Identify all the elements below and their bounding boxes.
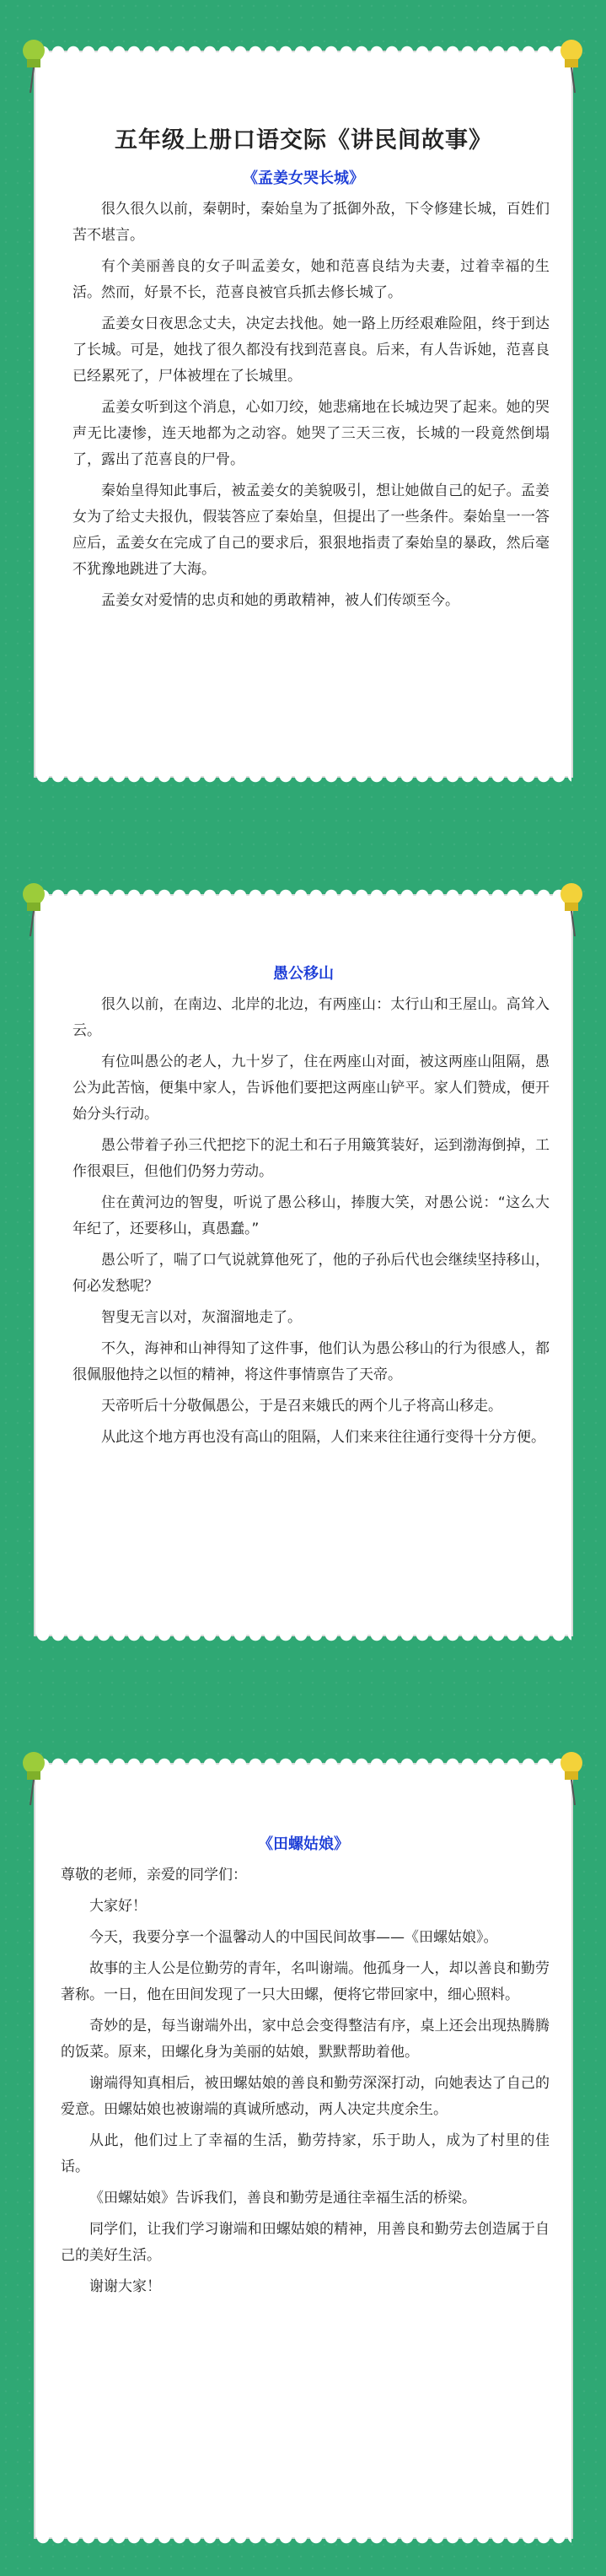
story-title: 《田螺姑娘》: [258, 1835, 349, 1853]
story-card-meng-jiang-nv: [34, 51, 573, 778]
greeting: 尊敬的老师，亲爱的同学们：: [61, 1867, 247, 1883]
paragraph: 有个美丽善良的女子叫孟姜女，她和范喜良结为夫妻，过着幸福的生活。然而，好景不长，范喜良被官兵抓去修长城了。: [72, 258, 550, 301]
paragraph: 很久以前，在南边、北岸的北边，有两座山：太行山和王屋山。高耸入云。: [72, 996, 550, 1039]
paragraph: 孟姜女听到这个消息，心如刀绞，她悲痛地在长城边哭了起来。她的哭声无比凄惨，连天地都为之动容。她哭了三天三夜，长城的一段竟然倒塌了，露出了范喜良的尸骨。: [72, 399, 550, 468]
paragraph: 有位叫愚公的老人，九十岁了，住在两座山对面，被这两座山阻隔，愚公为此苦恼，便集中家人，告诉他们要把这两座山铲平。家人们赞成，便开始分头行动。: [72, 1054, 550, 1123]
paragraph: 今天，我要分享一个温馨动人的中国民间故事——《田螺姑娘》。: [89, 1929, 498, 1946]
paragraph: 天帝听后十分敬佩愚公，于是召来娥氏的两个儿子将高山移走。: [101, 1398, 502, 1415]
story-body: [35, 197, 571, 614]
paragraph: 《田螺姑娘》告诉我们，善良和勤劳是通往幸福生活的桥梁。: [89, 2190, 476, 2207]
pushpin-icon: [17, 37, 51, 96]
paragraph: 大家好！: [89, 1898, 147, 1915]
story-card-yu-gong: [34, 894, 573, 1636]
paragraph: 孟姜女对爱情的忠贞和她的勇敢精神，被人们传颂至今。: [101, 592, 459, 609]
paragraph: 住在黄河边的智叟，听说了愚公移山，捧腹大笑，对愚公说：“这么大年纪了，还要移山，真愚蠢。”: [72, 1194, 550, 1237]
paragraph: 谢谢大家！: [89, 2278, 161, 2295]
paragraph: 秦始皇得知此事后，被孟姜女的美貌吸引，想让她做自己的妃子。孟姜女为了给丈夫报仇，假装答应了秦始皇，但提出了一些条件。秦始皇一一答应后，孟姜女在完成了自己的要求后，狠狠地指责了秦始皇的暴政，然后毫不犹豫地跳进了大海。: [72, 482, 550, 578]
story-card-tian-luo-gu-niang: [34, 1763, 573, 2539]
pushpin-icon: [555, 881, 588, 940]
paragraph: 谢端得知真相后，被田螺姑娘的善良和勤劳深深打动，向她表达了自己的爱意。田螺姑娘也被谢端的真诚所感动，两人决定共度余生。: [61, 2075, 550, 2118]
story-body: [35, 1862, 571, 2300]
paragraph: 从此这个地方再也没有高山的阻隔，人们来来往往通行变得十分方便。: [101, 1429, 545, 1446]
page-title: 五年级上册口语交际《讲民间故事》: [115, 127, 492, 154]
pushpin-icon: [555, 1749, 588, 1808]
pushpin-icon: [17, 881, 51, 940]
paragraph: 从此，他们过上了幸福的生活，勤劳持家，乐于助人，成为了村里的佳话。: [61, 2132, 550, 2175]
paragraph: 孟姜女日夜思念丈夫，决定去找他。她一路上历经艰难险阻，终于到达了长城。可是，她找了很久都没有找到范喜良。后来，有人告诉她，范喜良已经累死了，尸体被埋在了长城里。: [72, 315, 550, 385]
paragraph: 故事的主人公是位勤劳的青年，名叫谢端。他孤身一人，却以善良和勤劳著称。一日，他在田间发现了一只大田螺，便将它带回家中，细心照料。: [61, 1960, 550, 2003]
story-title: 《孟姜女哭长城》: [243, 170, 364, 187]
paragraph: 不久，海神和山神得知了这件事，他们认为愚公移山的行为很感人，都很佩服他持之以恒的精神，将这件事情禀告了天帝。: [72, 1340, 550, 1383]
story-body: [35, 992, 571, 1451]
paragraph: 智叟无言以对，灰溜溜地走了。: [101, 1309, 302, 1326]
pushpin-icon: [17, 1749, 51, 1808]
pushpin-icon: [555, 37, 588, 96]
paragraph: 愚公带着子孙三代把挖下的泥土和石子用簸箕装好，运到渤海倒掉，工作很艰巨，但他们仍努力劳动。: [72, 1137, 550, 1180]
story-title: 愚公移山: [273, 965, 334, 983]
paragraph: 同学们，让我们学习谢端和田螺姑娘的精神，用善良和勤劳去创造属于自己的美好生活。: [61, 2221, 550, 2264]
paragraph: 愚公听了，喘了口气说就算他死了，他的子孙后代也会继续坚持移山，何必发愁呢？: [72, 1252, 550, 1295]
paragraph: 奇妙的是，每当谢端外出，家中总会变得整洁有序，桌上还会出现热腾腾的饭菜。原来，田螺化身为美丽的姑娘，默默帮助着他。: [61, 2018, 550, 2061]
paragraph: 很久很久以前，秦朝时，秦始皇为了抵御外敌，下令修建长城，百姓们苦不堪言。: [72, 201, 550, 244]
